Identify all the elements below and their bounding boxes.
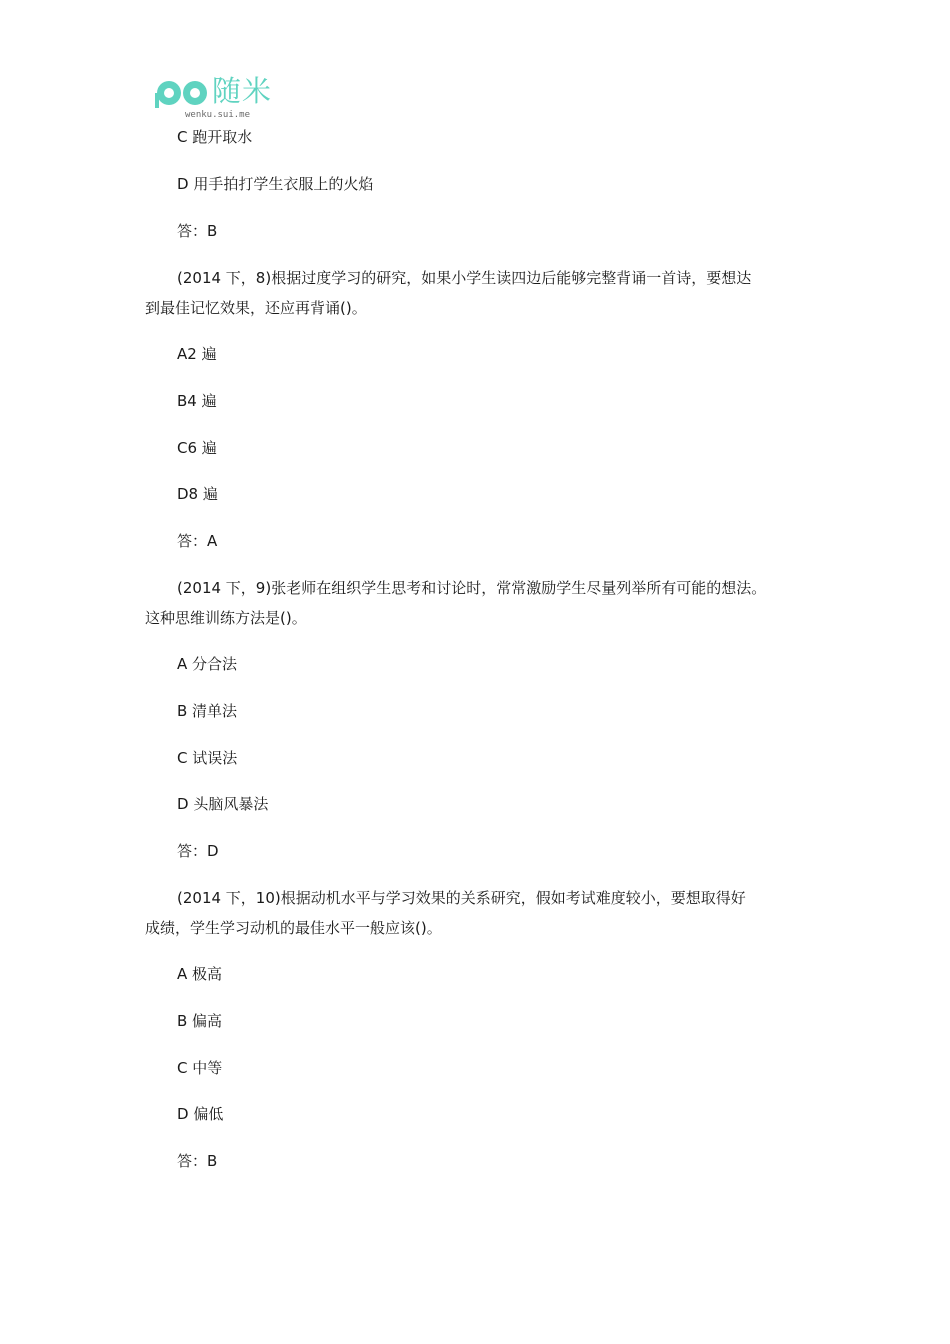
option-text: B 偏高 [177, 1012, 223, 1030]
site-logo [155, 72, 295, 122]
option-text: C 跑开取水 [177, 128, 253, 146]
option-text: D 头脑风暴法 [177, 795, 269, 813]
logo-mark-icon [155, 78, 211, 108]
logo-name: 随米 [212, 74, 273, 108]
option-text: B 清单法 [177, 702, 238, 720]
logo-domain: wenku.sui.me [185, 110, 251, 120]
answer-text: 答：B [177, 222, 218, 240]
answer-text: 答：A [177, 532, 218, 550]
option-text: C 试误法 [177, 749, 238, 767]
question-stem-line: (2014 下，10)根据动机水平与学习效果的关系研究，假如考试难度较小，要想取得好 [177, 889, 746, 907]
option-text: D8 遍 [177, 485, 218, 503]
option-text: C 中等 [177, 1059, 223, 1077]
option-text: A 极高 [177, 965, 223, 983]
question-stem-line: 这种思维训练方法是()。 [145, 609, 307, 627]
option-text: D 用手拍打学生衣服上的火焰 [177, 175, 374, 193]
answer-text: 答：D [177, 842, 219, 860]
option-text: A2 遍 [177, 345, 217, 363]
option-text: D 偏低 [177, 1105, 224, 1123]
option-text: C6 遍 [177, 439, 217, 457]
option-text: B4 遍 [177, 392, 217, 410]
question-stem-line: (2014 下，9)张老师在组织学生思考和讨论时，常常激励学生尽量列举所有可能的想法。 [177, 579, 767, 597]
answer-text: 答：B [177, 1152, 218, 1170]
question-stem-line: (2014 下，8)根据过度学习的研究，如果小学生读四边后能够完整背诵一首诗，要想达 [177, 269, 752, 287]
option-text: A 分合法 [177, 655, 238, 673]
question-stem-line: 成绩，学生学习动机的最佳水平一般应该()。 [145, 919, 442, 937]
question-stem-line: 到最佳记忆效果，还应再背诵()。 [145, 299, 367, 317]
